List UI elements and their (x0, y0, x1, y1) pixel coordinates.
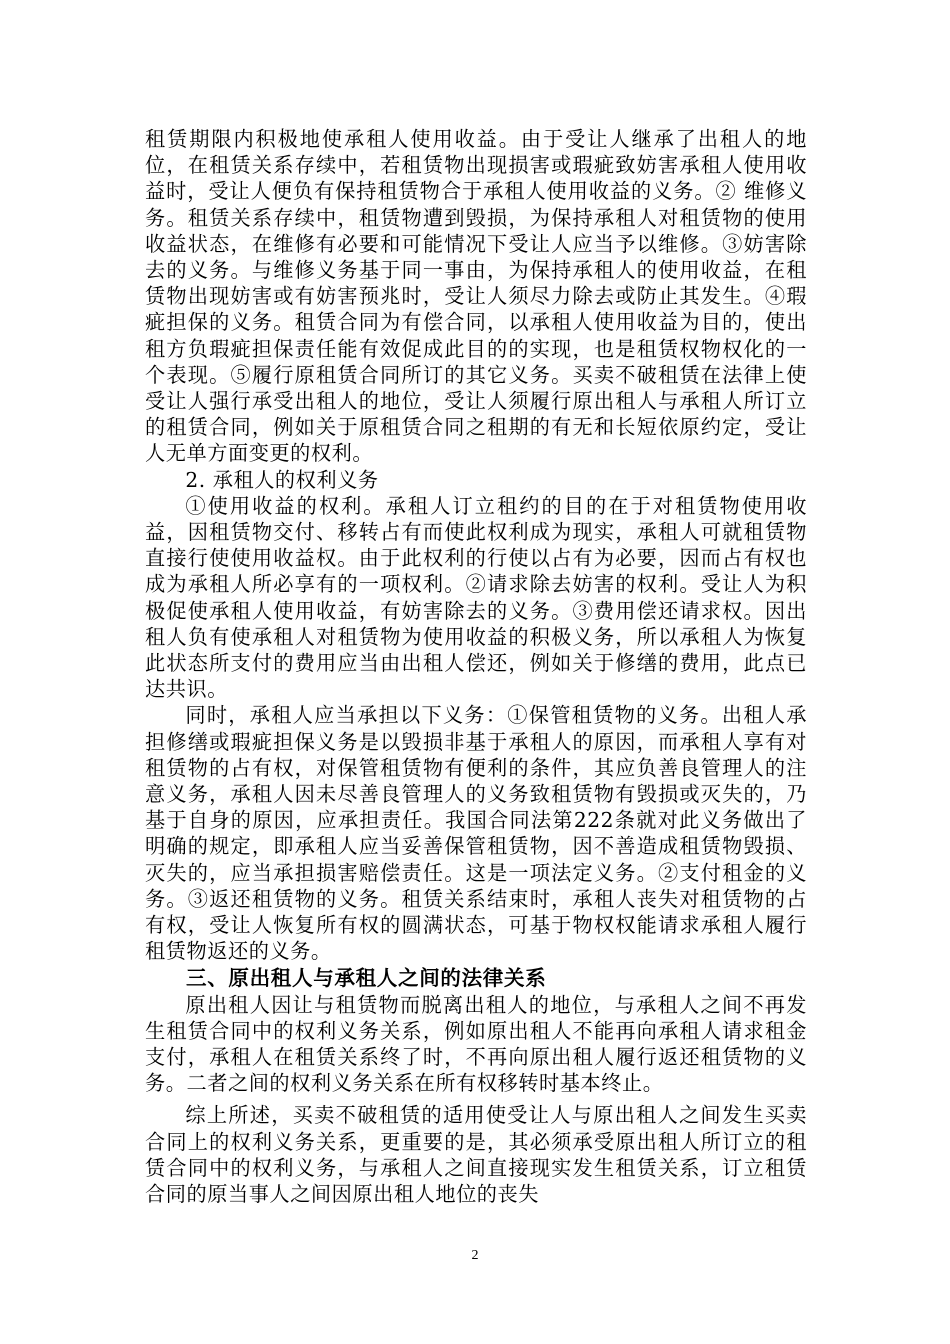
subheading-lessee-rights-duties: 2. 承租人的权利义务 (185, 467, 379, 492)
document-body (145, 126, 807, 1207)
paragraph-lessee-rights: ①使用收益的权利。承租人订立租约的目的在于对租赁物使用收益，因租赁物交付、移转占有而使此权利成为现实，承租人可就租赁物直接行使使用收益权。由于此权利的行使以占有为必要，因而占有权也成为承租人所必享有的一项权利。②请求除去妨害的权利。受让人为积极促使承租人使用收益，有妨害除去的义务。③费用偿还请求权。因出租人负有使承租人对租赁物为使用收益的积极义务，所以承租人为恢复此状态所支付的费用应当由出租人偿还，例如关于修缮的费用，此点已达共识。 (145, 493, 807, 702)
paragraph-summary: 综上所述，买卖不破租赁的适用使受让人与原出租人之间发生买卖合同上的权利义务关系，更重要的是，其必须承受原出租人所订立的租赁合同中的权利义务，与承租人之间直接现实发生租赁关系，订立租赁合同的原当事人之间因原出租人地位的丧失 (145, 1103, 807, 1206)
paragraph-original-lessor-relationship: 原出租人因让与租赁物而脱离出租人的地位，与承租人之间不再发生租赁合同中的权利义务关系，例如原出租人不能再向承租人请求租金支付，承租人在租赁关系终了时，不再向原出租人履行返还租赁物的义务。二者之间的权利义务关系在所有权移转时基本终止。 (145, 992, 807, 1096)
paragraph-lessee-duties: 同时，承租人应当承担以下义务：①保管租赁物的义务。出租人承担修缮或瑕疵担保义务是以毁损非基于承租人的原因，而承租人享有对租赁物的占有权，对保管租赁物有便利的条件，其应负善良管理人的注意义务，承租人因未尽善良管理人的义务致租赁物有毁损或灭失的，乃基于自身的原因，应承担责任。我国合同法第222条就对此义务做出了明确的规定，即承租人应当妥善保管租赁物，因不善造成租赁物毁损、灭失的，应当承担损害赔偿责任。这是一项法定义务。②支付租金的义务。③返还租赁物的义务。租赁关系结束时，承租人丧失对租赁物的占有权，受让人恢复所有权的圆满状态，可基于物权权能请求承租人履行租赁物返还的义务。 (145, 703, 807, 964)
section-heading-original-lessor-lessee: 三、原出租人与承租人之间的法律关系 (186, 965, 547, 990)
page-number: 2 (471, 1248, 479, 1263)
paragraph-lessee-use-obligations-continued: 租赁期限内积极地使承租人使用收益。由于受让人继承了出租人的地位，在租赁关系存续中，若租赁物出现损害或瑕疵致妨害承租人使用收益时，受让人便负有保持租赁物合于承租人使用收益的义务。② 维修义务。租赁关系存续中，租赁物遭到毁损，为保持承租人对租赁物的使用收益状态，在维修有必要和可能情况下受让人应当予以维修。③妨害除去的义务。与维修义务基于同一事由，为保持承租人的使用收益，在租赁物出现妨害或有妨害预兆时，受让人须尽力除去或防止其发生。④瑕疵担保的义务。租赁合同为有偿合同，以承租人使用收益为目的，使出租方负瑕疵担保责任能有效促成此目的的实现，也是租赁权物权化的一个表现。⑤履行原租赁合同所订的其它义务。买卖不破租赁在法律上使受让人强行承受出租人的地位，受让人须履行原出租人与承租人所订立的租赁合同，例如关于原租赁合同之租期的有无和长短依原约定，受让人无单方面变更的权利。 (145, 127, 807, 466)
